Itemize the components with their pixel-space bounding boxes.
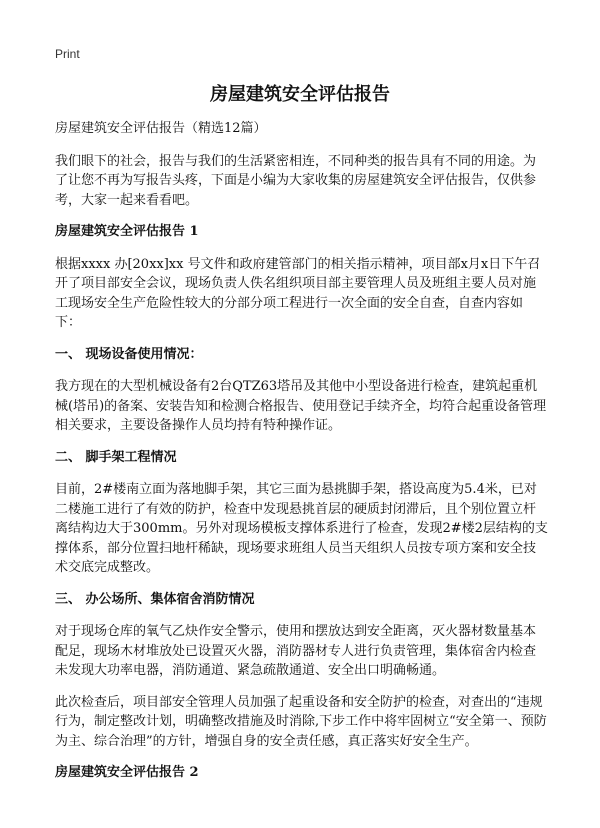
print-link[interactable]: Print [55,47,80,61]
scaffold-paragraph: 目前，2#楼南立面为落地脚手架，其它三面为悬挑脚手架，搭设高度为5.4米，已对二楼施工进行了有效的防护，检查中发现悬挑首层的硬质封闭滞后，且个别位置立杆离结构边大于300mm。另外对现场模板支撑体系进行了检查，发现2#楼2层结构的支撑体系，部分位置扫地杆稀缺，现场要求班组人员当天组织人员按专项方案和安全技术交底完成整改。 [55,482,548,575]
section-1-heading: 房屋建筑安全评估报告 1 [55,224,199,239]
section-2-heading: 房屋建筑安全评估报告 2 [55,765,199,780]
office-fire-paragraph: 对于现场仓库的氧气乙炔作安全警示，使用和摆放达到安全距离，灭火器材数量基本配足，现场木材堆放处已设置灭火器，消防器材专人进行负责管理，集体宿舍内检查未发现大功率电器，消防通道、紧急疏散通道、安全出口明确畅通。 [55,624,537,678]
section-1-paragraph: 根据xxxx 办[20xx]xx 号文件和政府建管部门的相关指示精神，项目部x月x日下午召开了项目部安全会议，现场负责人佚名组织项目部主要管理人员及班组主要人员对施工现场安全生产危险性较大的分部分项工程进行一次全面的安全自查，自查内容如下： [55,256,541,330]
conclusion-paragraph: 此次检查后，项目部安全管理人员加强了起重设备和安全防护的检查，对查出的“违规行为，制定整改计划，明确整改措施及时消除,下步工作中将牢固树立“安全第一、预防为主、综合治理”的方针，增强自身的安全责任感，真正落实好安全生产。 [55,694,547,749]
intro-paragraph: 我们眼下的社会，报告与我们的生活紧密相连，不同种类的报告具有不同的用途。为了让您不再为写报告头疼，下面是小编为大家收集的房屋建筑安全评估报告，仅供参考，大家一起来看看吧。 [55,153,537,208]
document-subtitle: 房屋建筑安全评估报告（精选12篇） [55,121,267,136]
scaffold-heading: 二、 脚手架工程情况 [55,449,177,465]
equipment-heading: 一、 现场设备使用情况： [55,346,203,362]
office-fire-heading: 三、 办公场所、集体宿舍消防情况 [55,591,255,607]
document-body [55,119,548,796]
equipment-paragraph: 我方现在的大型机械设备有2台QTZ63塔吊及其他中小型设备进行检查，建筑起重机械(塔吊)的备案、安装告知和检测合格报告、使用登记手续齐全，均符合起重设备管理相关要求，主要设备操作人员均持有特种操作证。 [55,379,547,433]
page-title: 房屋建筑安全评估报告 [210,84,390,105]
